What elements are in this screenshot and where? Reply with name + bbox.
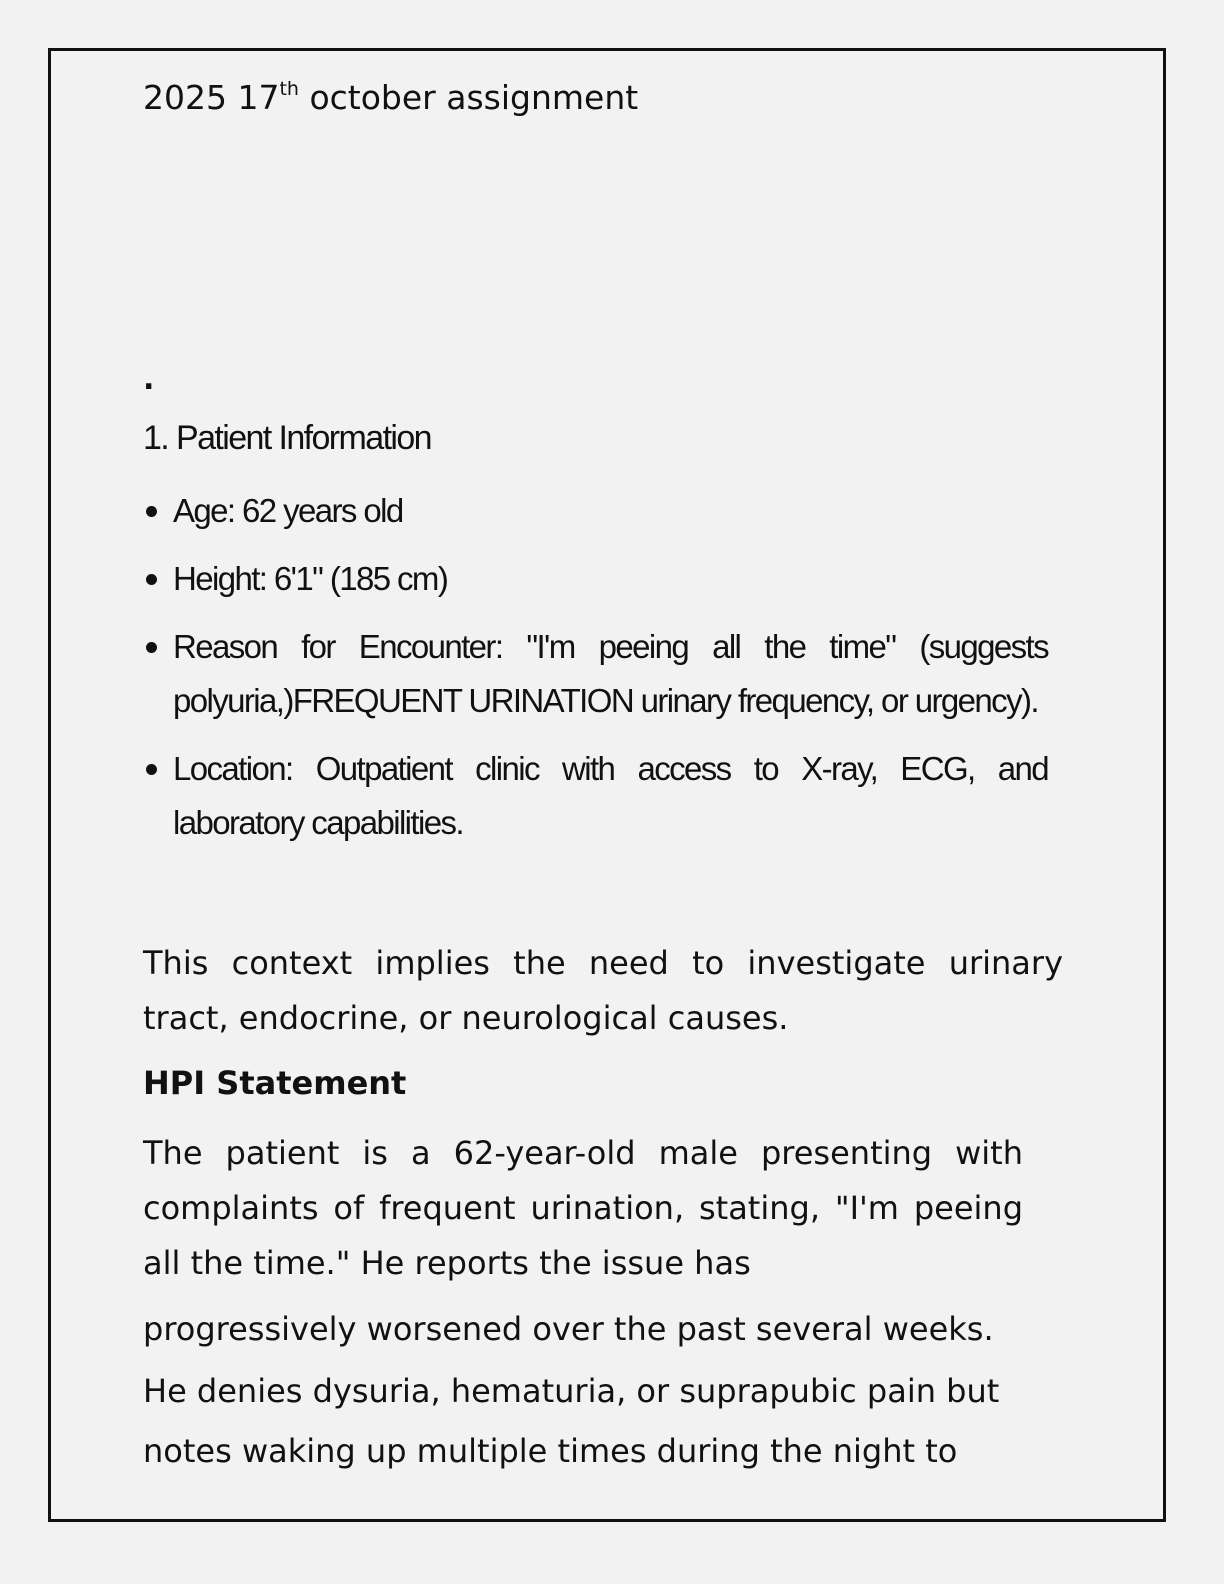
document-body bbox=[143, 72, 1073, 1470]
patient-info-list bbox=[143, 484, 1048, 864]
list-item bbox=[143, 742, 1048, 850]
context-paragraph: This context implies the need to investigate urinary tract, endocrine, or neurological causes. bbox=[143, 944, 1063, 1037]
bullet-icon bbox=[146, 506, 157, 517]
bullet-icon bbox=[146, 642, 157, 653]
hpi-line: progressively worsened over the past several weeks. bbox=[143, 1310, 994, 1348]
list-item-text: Location: Outpatient clinic with access to X-ray, ECG, and laboratory capabilities. bbox=[173, 750, 1048, 841]
section-heading: 1. Patient Information bbox=[143, 419, 431, 457]
title-suffix: october assignment bbox=[298, 78, 639, 117]
separator-dot: . bbox=[143, 362, 155, 397]
list-item-text: Reason for Encounter: "I'm peeing all the time" (suggests polyuria,)FREQUENT URINATION urinary frequency, or urgency). bbox=[173, 628, 1048, 719]
list-item bbox=[143, 620, 1048, 728]
hpi-line: notes waking up multiple times during the night to bbox=[143, 1432, 958, 1470]
list-item bbox=[143, 484, 1048, 538]
hpi-heading: HPI Statement bbox=[143, 1064, 407, 1102]
hpi-paragraph: The patient is a 62-year-old male presenting with complaints of frequent urination, stating, "I'm peeing all the time." He reports the issue has bbox=[143, 1134, 1023, 1282]
list-item bbox=[143, 552, 1048, 606]
title-prefix: 2025 17 bbox=[143, 78, 280, 117]
hpi-line: He denies dysuria, hematuria, or suprapubic pain but bbox=[143, 1372, 1000, 1410]
bullet-icon bbox=[146, 574, 157, 585]
document-title bbox=[143, 72, 1073, 124]
bullet-icon bbox=[146, 764, 157, 775]
list-item-text: Age: 62 years old bbox=[173, 492, 403, 529]
title-superscript: th bbox=[279, 78, 299, 100]
list-item-text: Height: 6'1" (185 cm) bbox=[173, 560, 448, 597]
